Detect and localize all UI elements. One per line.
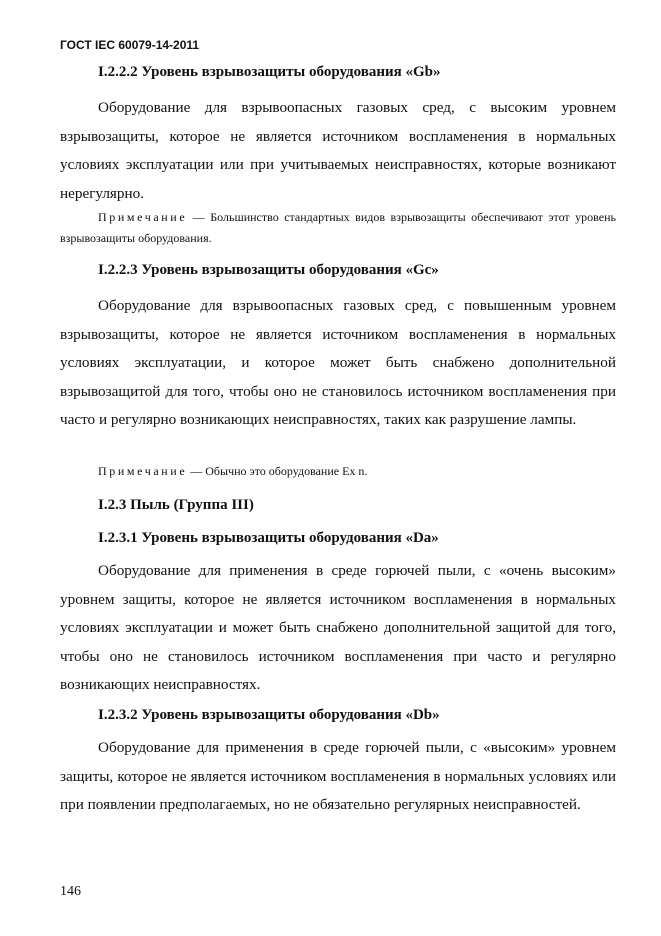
section-body-gb: Оборудование для взрывоопасных газовых сред, с высоким уровнем взрывозащиты, которое не является источником воспламенения в нормальных условиях эксплуатации или при учитываемых неисправностях, которые возникают нерегулярно. (60, 99, 616, 202)
section-heading-gc: I.2.2.3 Уровень взрывозащиты оборудования «Gc» (98, 262, 439, 278)
note-dash: — (187, 464, 206, 478)
section-heading-gb: I.2.2.2 Уровень взрывозащиты оборудования «Gb» (98, 64, 441, 80)
section-heading-da: I.2.3.1 Уровень взрывозащиты оборудования «Da» (98, 530, 439, 546)
note-gc (60, 461, 616, 482)
note-dash: — (187, 210, 211, 224)
page-number: 146 (60, 884, 81, 899)
section-heading-dust: I.2.3 Пыль (Группа III) (98, 497, 254, 513)
section-body-db: Оборудование для применения в среде горючей пыли, с «высоким» уровнем защиты, которое не является источником воспламенения в нормальных условиях или при появлении предполагаемых, но не обязательно регулярных неисправностей. (60, 739, 616, 813)
section-body-da: Оборудование для применения в среде горючей пыли, с «очень высоким» уровнем защиты, которое не является источником воспламенения в нормальных условиях эксплуатации и может быть снабжено дополнительной защитой для того, чтобы оно не становилось источником воспламенения при часто и регулярно возникающих неисправностях. (60, 562, 616, 693)
note-gb (60, 207, 616, 249)
note-text: Большинство стандартных видов взрывозащиты обеспечивают этот уровень взрывозащиты оборудования. (60, 210, 616, 245)
note-label: Примечание (98, 464, 188, 478)
standard-header: ГОСТ IEC 60079-14-2011 (60, 38, 200, 52)
section-heading-db: I.2.3.2 Уровень взрывозащиты оборудования «Db» (98, 707, 440, 723)
note-text: Обычно это оборудование Ex n. (205, 464, 368, 478)
note-label: Примечание (98, 210, 188, 224)
section-body-gc: Оборудование для взрывоопасных газовых сред, с повышенным уровнем взрывозащиты, которое не является источником воспламенения в нормальных условиях эксплуатации, и которое может быть снабжено дополнительной взрывозащитой для того, чтобы оно не становилось источником воспламенения при часто и регулярно возникающих неисправностях, таких как разрушение лампы. (60, 297, 616, 428)
